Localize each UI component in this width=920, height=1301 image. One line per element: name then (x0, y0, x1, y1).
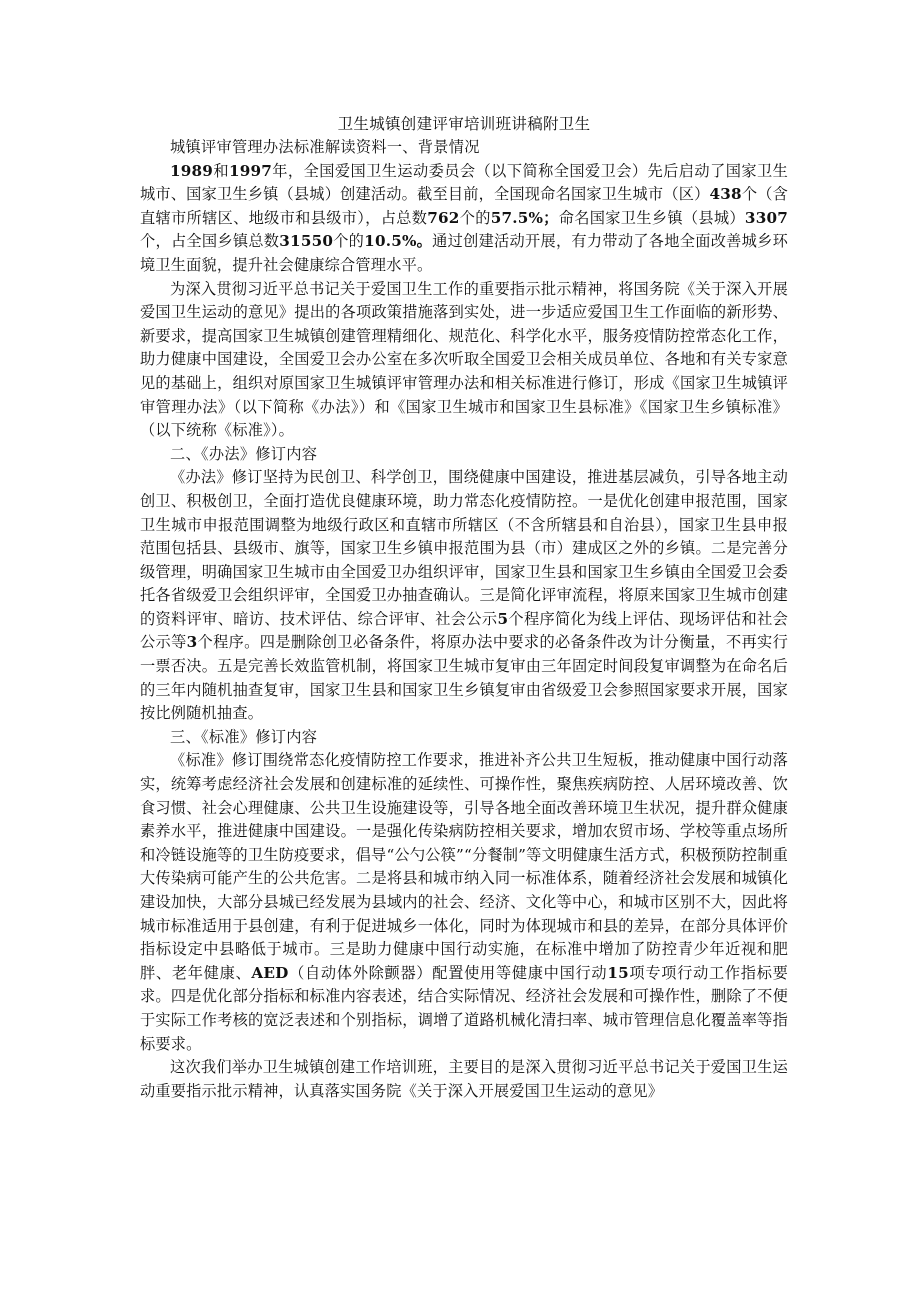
count-438: 438 (709, 185, 742, 204)
section-heading-standards: 三、《标准》修订内容 (170, 727, 318, 746)
aed-term: AED (251, 963, 289, 982)
paragraph-background: 1989和1997年，全国爱国卫生运动委员会（以下简称全国爱卫会）先后启动了国家卫生城市、国家卫生乡镇（县城）创建活动。截至目前，全国现命名国家卫生城市（区）438个（含直辖市所辖区、地级市和县级市），占总数762个的57.5%；命名国家卫生乡镇（县城）3307个，占全国乡镇总数31550个的10.5%。通过创建活动开展，有力带动了各地全面改善城乡环境卫生面貌，提升社会健康综合管理水平。 (140, 161, 788, 274)
paragraph-purpose: 为深入贯彻习近平总书记关于爱国卫生工作的重要指示批示精神，将国务院《关于深入开展爱国卫生运动的意见》提出的各项政策措施落到实处，进一步适应爱国卫生工作面临的新形势、新要求，提高国家卫生城镇创建管理精细化、规范化、科学化水平，服务疫情防控常态化工作，助力健康中国建设，全国爱卫会办公室在多次听取全国爱卫会相关成员单位、各地和有关专家意见的基础上，组织对原国家卫生城镇评审管理办法和相关标准进行修订，形成《国家卫生城镇评审管理办法》（以下简称《办法》）和《国家卫生城市和国家卫生县标准》《国家卫生乡镇标准》（以下统称《标准》）。 (140, 279, 788, 440)
paragraph-training-purpose: 这次我们举办卫生城镇创建工作培训班，主要目的是深入贯彻习近平总书记关于爱国卫生运动重要指示批示精神，认真落实国务院《关于深入开展爱国卫生运动的意见》 (140, 1058, 788, 1100)
paragraph-measures-revision: 《办法》修订坚持为民创卫、科学创卫，围绕健康中国建设，推进基层减负，引导各地主动创卫、积极创卫，全面打造优良健康环境，助力常态化疫情防控。一是优化创建申报范围，国家卫生城市申报范围调整为地级行政区和直辖市所辖区（不含所辖县和自治县），国家卫生县申报范围包括县、县级市、旗等，国家卫生乡镇申报范围为县（市）建成区之外的乡镇。二是完善分级管理，明确国家卫生城市由全国爱卫办组织评审，国家卫生县和国家卫生乡镇由全国爱卫会委托各省级爱卫会组织评审，全国爱卫办抽查确认。三是简化评审流程，将原来国家卫生城市创建的资料评审、暗访、技术评估、综合评审、社会公示5个程序简化为线上评估、现场评估和社会公示等3个程序。四是删除创卫必备条件，将原办法中要求的必备条件改为计分衡量，不再实行一票否决。五是完善长效监管机制，将国家卫生城市复审由三年固定时间段复审调整为在命名后的三年内随机抽查复审，国家卫生县和国家卫生乡镇复审由省级爱卫会参照国家要求开展，国家按比例随机抽查。 (140, 468, 788, 723)
percent-57: 57.5%； (490, 208, 559, 227)
count-31550: 31550 (279, 232, 334, 251)
year-1997: 1997 (228, 161, 273, 180)
year-1989: 1989 (170, 161, 214, 180)
document-title: 卫生城镇创建评审培训班讲稿附卫生 (337, 115, 591, 133)
count-3307: 3307 (744, 208, 788, 227)
section-heading-measures: 二、《办法》修订内容 (170, 444, 318, 463)
paragraph-standards-revision: 《标准》修订围绕常态化疫情防控工作要求，推进补齐公共卫生短板，推动健康中国行动落实，统筹考虑经济社会发展和创建标准的延续性、可操作性，聚焦疾病防控、人居环境改善、饮食习惯、社会心理健康、公共卫生设施建设等，引导各地全面改善环境卫生状况，提升群众健康素养水平，推进健康中国建设。一是强化传染病防控相关要求，增加农贸市场、学校等重点场所和冷链设施等的卫生防疫要求，倡导“公勺公筷”“分餐制”等文明健康生活方式，积极预防控制重大传染病可能产生的公共危害。二是将县和城市纳入同一标准体系，随着经济社会发展和城镇化建设加快，大部分县城已经发展为县域内的社会、经济、文化等中心，和城市区别不大，因此将城市标准适用于县创建，有利于促进城乡一体化，同时为体现城市和县的差异，在部分具体评价指标设定中县略低于城市。三是助力健康中国行动实施，在标准中增加了防控青少年近视和肥胖、老年健康、AED（自动体外除颤器）配置使用等健康中国行动15项专项行动工作指标要求。四是优化部分指标和标准内容表述，结合实际情况、经济社会发展和可操作性，删除了不便于实际工作考核的宽泛表述和个别指标，调增了道路机械化清扫率、城市管理信息化覆盖率等指标要求。 (140, 751, 789, 1053)
percent-10: 10.5%。 (364, 232, 433, 251)
document-subtitle: 城镇评审管理办法标准解读资料一、背景情况 (170, 138, 480, 156)
count-15: 15 (607, 963, 629, 982)
count-3: 3 (186, 633, 198, 652)
count-762: 762 (427, 208, 460, 227)
document-body (140, 113, 788, 1103)
count-5: 5 (497, 609, 509, 628)
